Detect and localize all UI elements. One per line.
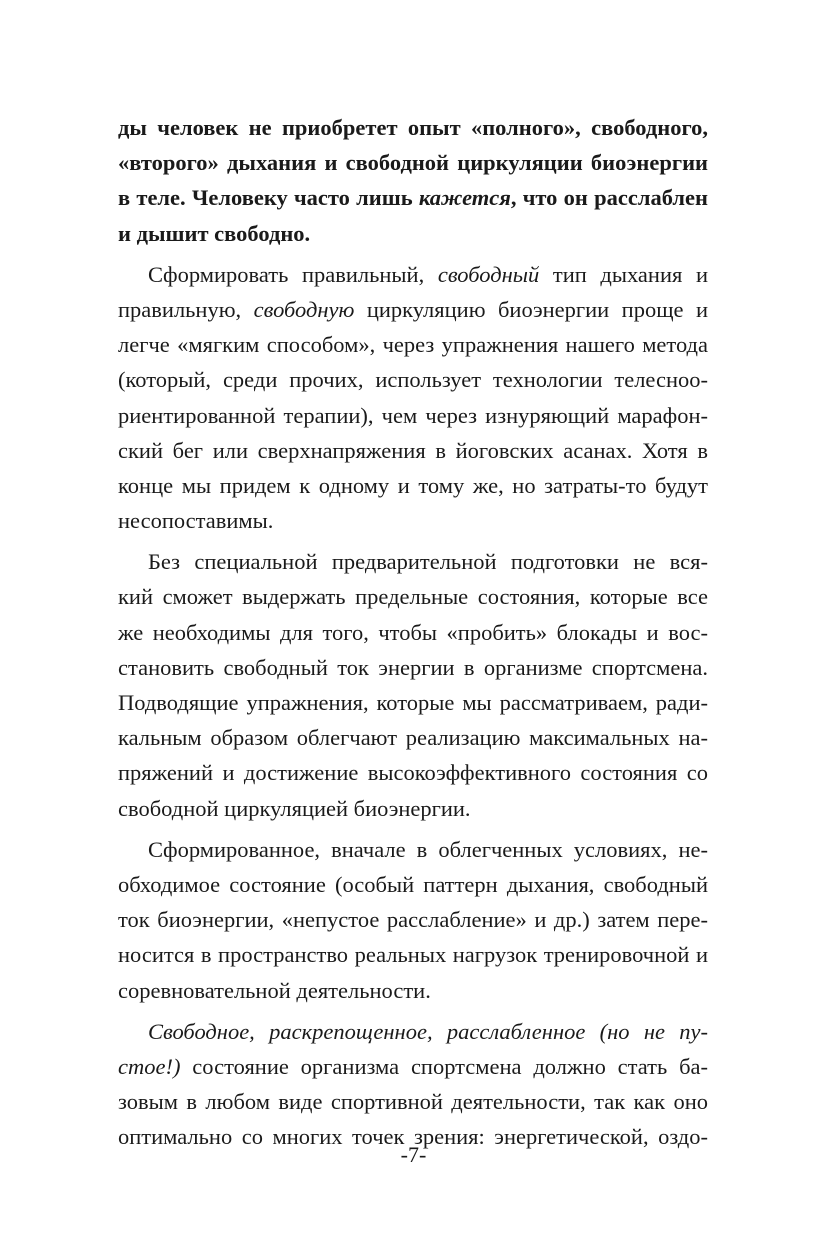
text-line: Подводящие упражнения, которые мы рассматриваем, ради- <box>118 690 708 715</box>
text-line <box>118 180 708 215</box>
text-line: конце мы придем к одному и тому же, но затраты-то будут <box>118 472 708 498</box>
text-line: Без специальной предварительной подготовки не вся- <box>148 549 708 575</box>
text-line: ток биоэнергии, «непустое расслабление» и др.) затем пере- <box>118 907 708 933</box>
text-line: несопоставимы. <box>118 508 274 534</box>
text-line: носится в пространство реальных нагрузок тренировочной и <box>118 942 708 968</box>
text-line: ский бег или сверхнапряжения в йоговских асанах. Хотя в <box>118 437 708 463</box>
paragraph-5 <box>118 1014 708 1155</box>
text-span: , что он расслаблен <box>510 185 708 211</box>
text-line: соревновательной деятельности. <box>118 977 431 1003</box>
emphasis-text: свободный <box>437 261 540 287</box>
text-line: легче «мягким способом», через упражнения нашего метода <box>118 332 708 358</box>
text-line: же необходимы для того, чтобы «пробить» блокады и вос- <box>118 619 708 645</box>
text-line: ды человек не приобретет опыт «полного», свободного, <box>118 115 708 140</box>
text-span: циркуляцию биоэнергии проще и <box>354 296 708 322</box>
paragraph-2 <box>118 257 708 539</box>
text-line: «второго» дыхания и свободной циркуляции биоэнергии <box>118 150 708 176</box>
text-line: (который, среди прочих, использует технологии телесноо- <box>118 367 708 393</box>
text-line: пряжений и достижение высокоэффективного состояния со <box>118 760 708 786</box>
text-span: состояние организма спортсмена должно стать ба- <box>180 1053 708 1079</box>
text-span: Сформировать правильный, <box>148 261 438 287</box>
text-line <box>118 1014 708 1049</box>
text-span: тип дыхания и <box>539 261 708 287</box>
emphasis-text: кажется <box>418 185 511 211</box>
text-line: кальным образом облегчают реализацию максимальных на- <box>118 725 708 751</box>
emphasis-text: Свободное, раскрепощенное, расслабленное (но не пу- <box>148 1018 708 1044</box>
paragraph-4 <box>118 832 708 1008</box>
text-line: свободной циркуляцией биоэнергии. <box>118 795 471 821</box>
text-line: Сформированное, вначале в облегченных условиях, не- <box>148 836 708 862</box>
text-line: становить свободный ток энергии в организме спортсмена. <box>118 654 708 680</box>
text-line: оптимально со многих точек зрения: энергетической, оздо- <box>118 1124 708 1150</box>
text-line <box>118 257 708 292</box>
text-line <box>118 1049 708 1084</box>
paragraph-1 <box>118 110 708 251</box>
text-line: обходимое состояние (особый паттерн дыхания, свободный <box>118 871 708 897</box>
paragraph-3 <box>118 544 708 826</box>
page-number: -7- <box>400 1142 427 1167</box>
page-body <box>118 110 708 1154</box>
text-line: кий сможет выдержать предельные состояния, которые все <box>118 584 708 610</box>
text-line <box>118 292 708 327</box>
emphasis-text: свободную <box>253 296 355 322</box>
text-line: зовым в любом виде спортивной деятельности, так как оно <box>118 1089 708 1115</box>
text-line: и дышит свободно. <box>118 220 311 246</box>
text-span: в теле. Человеку часто лишь <box>118 185 419 211</box>
emphasis-text: стое!) <box>118 1053 181 1079</box>
text-span: правильную, <box>118 296 254 322</box>
text-line: риентированной терапии), чем через изнуряющий марафон- <box>118 402 708 428</box>
